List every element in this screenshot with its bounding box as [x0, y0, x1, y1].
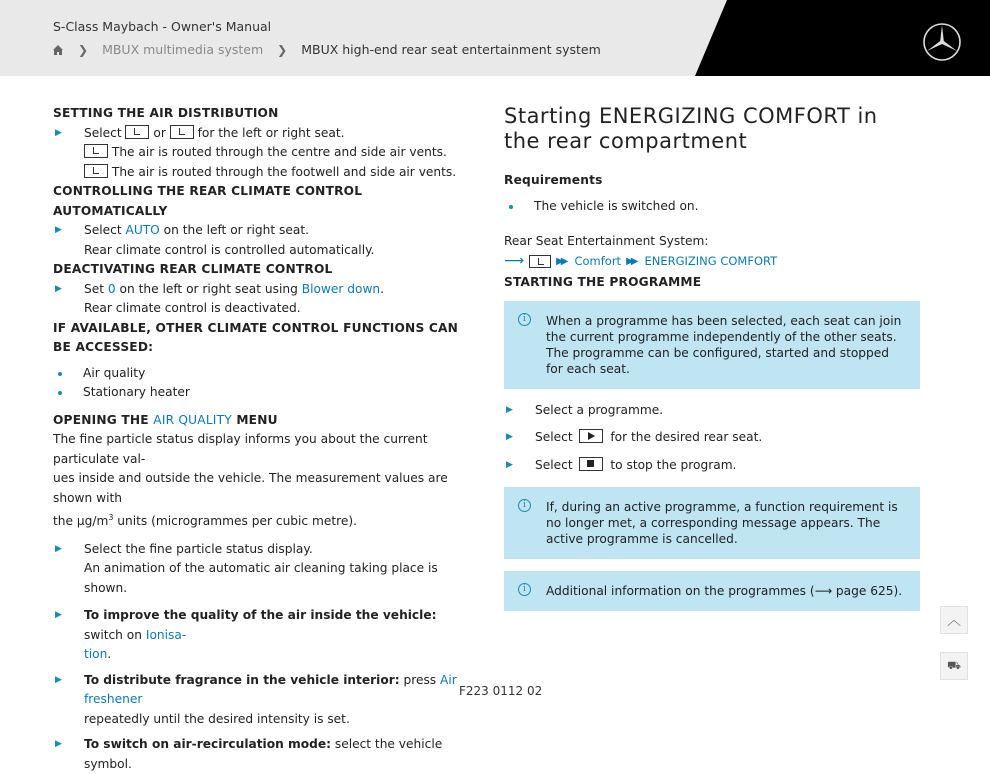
- breadcrumb-item-mbux[interactable]: MBUX multimedia system: [102, 42, 264, 57]
- step-arrow-icon: ▶: [55, 610, 62, 621]
- figure-code: F223 0112 02: [459, 684, 543, 698]
- step-item: ▶ Select to stop the program.: [506, 457, 737, 472]
- step-item: ▶ To switch on air-recirculation mode: select the vehicle symbol.: [55, 737, 443, 771]
- right-column: [504, 104, 920, 611]
- step-arrow-icon: ▶: [55, 739, 62, 750]
- info-icon: i: [518, 583, 531, 596]
- ionisation-link[interactable]: tion: [84, 647, 108, 662]
- breadcrumb: [52, 42, 601, 57]
- zero-value[interactable]: 0: [107, 281, 116, 296]
- page-title: Starting ENERGIZING COMFORT in the rear compartment: [504, 104, 878, 153]
- step-item: ▶ Select or for the left or right seat.: [53, 124, 473, 144]
- step-item: ▶ Select for the desired rear seat.: [506, 430, 763, 444]
- section-heading: SETTING THE AIR DISTRIBUTION: [53, 106, 279, 120]
- info-note: i Additional information on the programmes (⟶ page 625).: [504, 571, 920, 611]
- step-item: ▶ Select the fine particle status display.: [53, 540, 473, 560]
- info-icon: i: [518, 499, 531, 512]
- section-heading: STARTING THE PROGRAMME: [504, 275, 702, 289]
- section-heading: DEACTIVATING REAR CLIMATE CONTROL: [53, 262, 333, 276]
- seat-air-centre-icon: [84, 144, 108, 158]
- result-item: The air is routed through the footwell and side air vents.: [53, 163, 473, 183]
- list-item: Stationary heater: [53, 383, 473, 403]
- chevron-up-icon: ︿: [947, 613, 961, 629]
- result-text: Rear climate control is controlled automatically.: [84, 242, 375, 257]
- result-text: An animation of the automatic air cleaning taking place is shown.: [84, 561, 438, 595]
- auto-link[interactable]: AUTO: [125, 223, 160, 237]
- chevron-right-icon: ❯: [277, 42, 288, 57]
- ionisation-link[interactable]: Ionisa-: [145, 627, 187, 642]
- air-freshener-link[interactable]: Air freshener: [84, 672, 457, 707]
- paragraph: The fine particle status display informs you about the current particulate val- ues inside and outside the vehicle. The measurement values are shown with the $\mu g/m^3$ units (microgrammes per cubic metre).: [53, 432, 448, 529]
- stop-icon[interactable]: [579, 457, 603, 471]
- air-quality-link[interactable]: AIR QUALITY: [153, 412, 232, 427]
- result-item: The air is routed through the centre and side air vents.: [53, 143, 473, 163]
- vehicle-icon-button[interactable]: [940, 652, 968, 680]
- seat-air-centre-icon[interactable]: [125, 125, 149, 139]
- car-icon: ⛟: [947, 658, 961, 672]
- system-label: Rear Seat Entertainment System:: [504, 234, 709, 248]
- step-item: ▶ Set 0 on the left or right seat using Blower down.: [53, 280, 473, 300]
- result-text: Rear climate control is deactivated.: [84, 301, 301, 315]
- step-arrow-icon: ▶: [55, 674, 62, 685]
- section-heading: CONTROLLING THE REAR CLIMATE CONTROL AUTOMATICALLY: [53, 184, 363, 218]
- play-icon[interactable]: [579, 429, 603, 443]
- step-item: ▶ To distribute fragrance in the vehicle interior: press Air freshener repeatedly until the desired intensity is set.: [55, 672, 457, 726]
- list-item: The vehicle is switched on.: [504, 197, 920, 217]
- step-arrow-icon: ▶: [55, 543, 62, 554]
- blower-down-link[interactable]: Blower down: [301, 281, 381, 296]
- manual-title: S-Class Maybach - Owner's Manual: [53, 19, 272, 34]
- step-item: ▶ To improve the quality of the air inside the vehicle: switch on Ionisa- tion.: [55, 608, 437, 662]
- step-arrow-icon: ▶: [55, 283, 62, 294]
- breadcrumb-item-current: MBUX high-end rear seat entertainment system: [301, 42, 601, 57]
- info-icon: i: [518, 313, 531, 326]
- mercedes-star-icon: [922, 22, 962, 62]
- navigation-path: [504, 252, 920, 272]
- section-heading: OPENING THE AIR QUALITY MENU: [53, 412, 278, 427]
- section-heading: IF AVAILABLE, OTHER CLIMATE CONTROL FUNCTIONS CAN BE ACCESSED:: [53, 320, 459, 354]
- list-item: Air quality: [53, 364, 473, 384]
- path-arrow-icon: ⟶: [504, 252, 525, 269]
- header: [0, 0, 990, 76]
- chevron-right-icon: ❯: [78, 42, 89, 57]
- scroll-top-button[interactable]: [940, 606, 968, 634]
- info-note: i When a programme has been selected, each seat can join the current programme independently of the other seats. The programme can be configured, started and stopped for each seat.: [504, 301, 920, 389]
- seat-air-footwell-icon: [84, 164, 108, 178]
- double-arrow-icon: ▶▶: [556, 255, 566, 267]
- path-comfort[interactable]: Comfort: [574, 253, 622, 268]
- double-arrow-icon: ▶▶: [626, 255, 636, 267]
- left-column: [53, 104, 473, 774]
- seat-air-footwell-icon[interactable]: [170, 125, 194, 139]
- step-arrow-icon: ▶: [55, 225, 62, 235]
- path-energizing[interactable]: ENERGIZING COMFORT: [644, 253, 778, 268]
- step-arrow-icon: ▶: [55, 127, 62, 138]
- home-screen-icon[interactable]: [529, 255, 551, 268]
- home-icon[interactable]: [52, 44, 64, 56]
- step-item: ▶ Select a programme.: [506, 402, 664, 417]
- requirements-heading: Requirements: [504, 173, 603, 187]
- info-note: i If, during an active programme, a function requirement is no longer met, a corresponding message appears. The active programme is cancelled.: [504, 487, 920, 559]
- step-item: ▶ Select AUTO on the left or right seat.: [53, 221, 473, 241]
